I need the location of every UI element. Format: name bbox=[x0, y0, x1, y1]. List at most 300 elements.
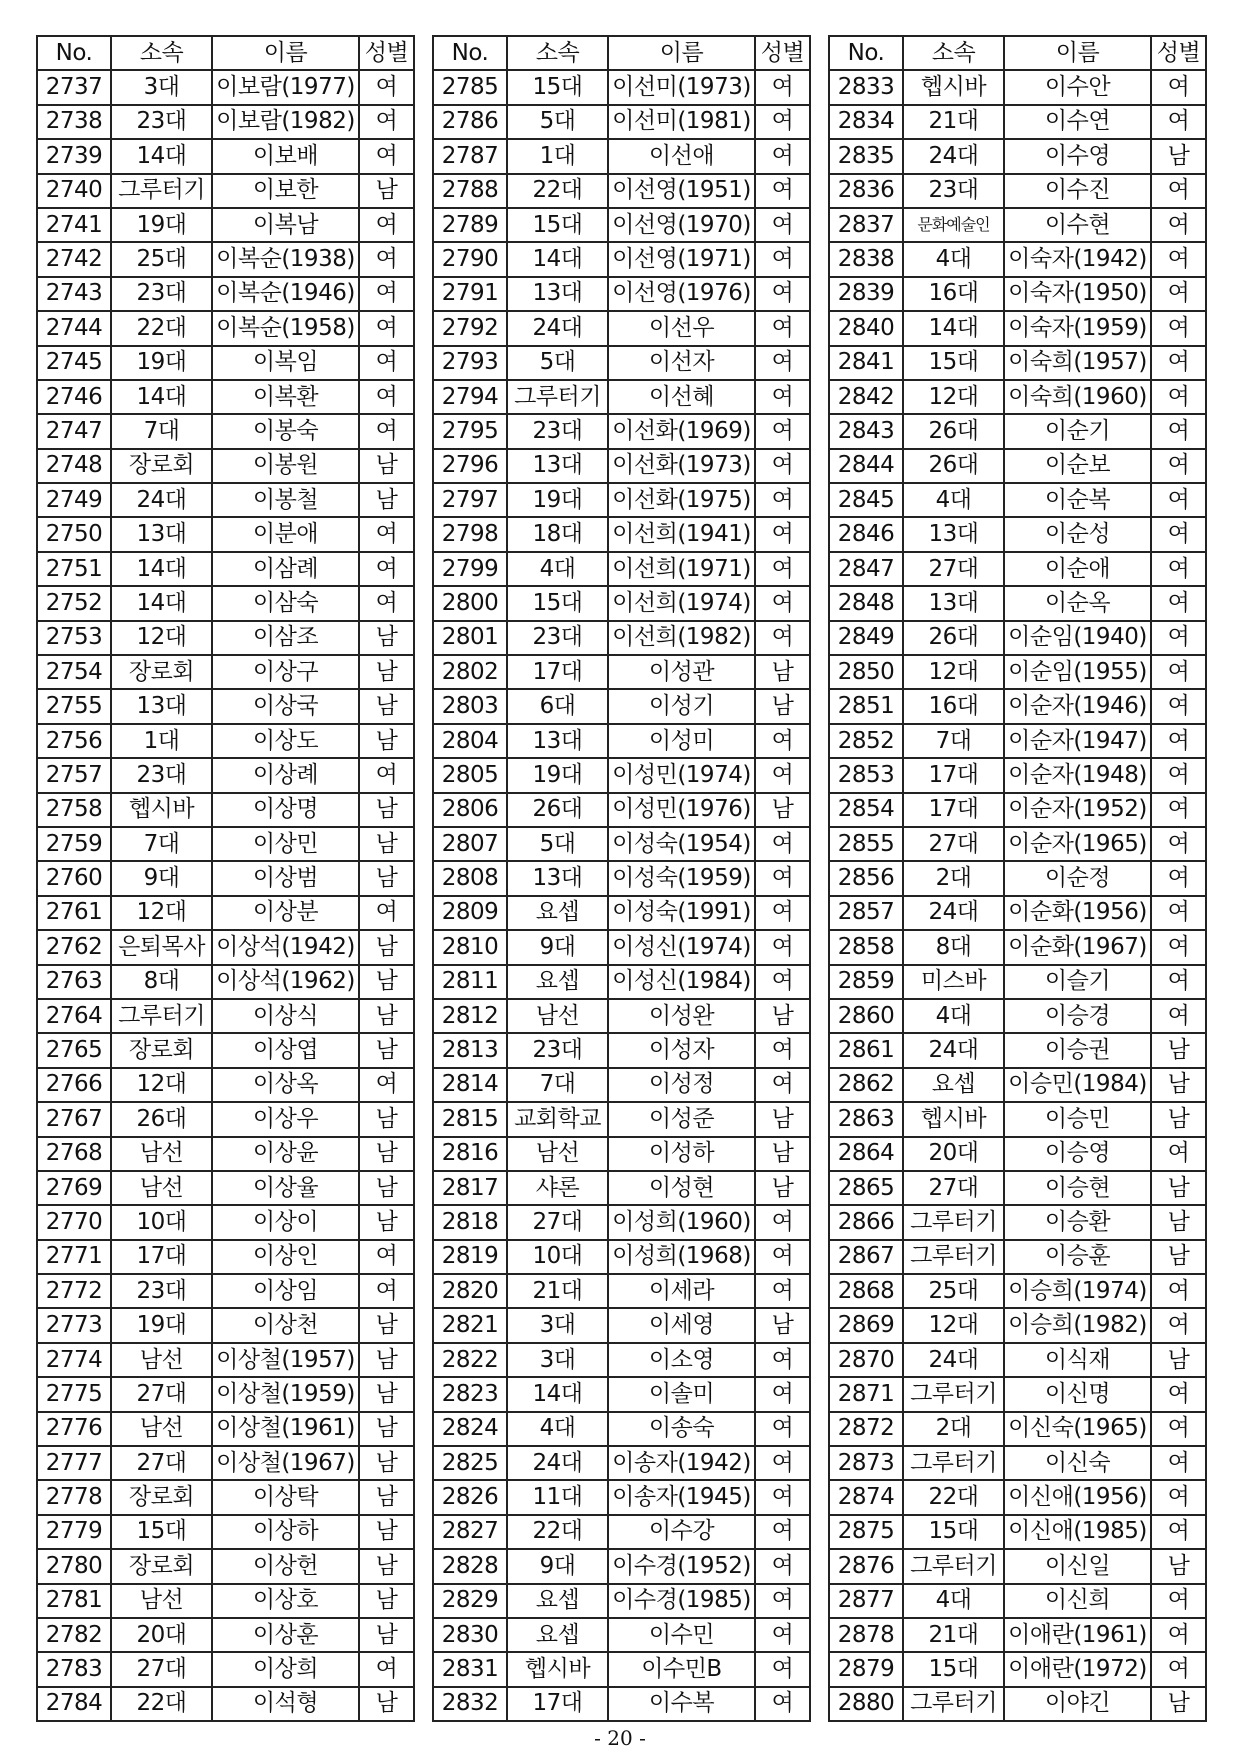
cell-affiliation: 요셉 bbox=[903, 1068, 1004, 1102]
cell-name: 이보한 bbox=[212, 174, 359, 208]
cell-no: 2826 bbox=[433, 1480, 507, 1514]
cell-affiliation: 27대 bbox=[903, 827, 1004, 861]
cell-gender: 여 bbox=[755, 208, 810, 242]
cell-gender: 여 bbox=[1151, 655, 1206, 689]
cell-name: 이복순(1938) bbox=[212, 242, 359, 276]
cell-affiliation: 그루터기 bbox=[903, 1377, 1004, 1411]
cell-name: 이순정 bbox=[1004, 861, 1151, 895]
cell-affiliation: 그루터기 bbox=[903, 1240, 1004, 1274]
cell-no: 2738 bbox=[37, 105, 111, 139]
table-row bbox=[829, 689, 1206, 723]
cell-gender: 여 bbox=[755, 965, 810, 999]
cell-gender: 여 bbox=[359, 517, 414, 551]
cell-no: 2781 bbox=[37, 1584, 111, 1618]
cell-no: 2784 bbox=[37, 1687, 111, 1721]
cell-name: 이숙희(1960) bbox=[1004, 380, 1151, 414]
table-row bbox=[433, 586, 810, 620]
cell-name: 이선혜 bbox=[608, 380, 755, 414]
cell-gender: 남 bbox=[359, 1584, 414, 1618]
cell-gender: 여 bbox=[1151, 1652, 1206, 1686]
cell-gender: 남 bbox=[359, 1412, 414, 1446]
cell-no: 2798 bbox=[433, 517, 507, 551]
cell-no: 2741 bbox=[37, 208, 111, 242]
cell-affiliation: 27대 bbox=[903, 1171, 1004, 1205]
header-name: 이름 bbox=[608, 36, 755, 70]
table-row bbox=[829, 70, 1206, 104]
cell-name: 이승환 bbox=[1004, 1205, 1151, 1239]
cell-gender: 남 bbox=[1151, 1687, 1206, 1721]
cell-no: 2782 bbox=[37, 1618, 111, 1652]
cell-no: 2854 bbox=[829, 793, 903, 827]
cell-name: 이상하 bbox=[212, 1515, 359, 1549]
header-affiliation: 소속 bbox=[111, 36, 212, 70]
cell-affiliation: 24대 bbox=[507, 1446, 608, 1480]
cell-no: 2791 bbox=[433, 277, 507, 311]
table-row bbox=[37, 724, 414, 758]
cell-no: 2807 bbox=[433, 827, 507, 861]
page-number: - 20 - bbox=[594, 1726, 646, 1750]
table-row bbox=[37, 1687, 414, 1721]
table-row bbox=[433, 1068, 810, 1102]
cell-no: 2830 bbox=[433, 1618, 507, 1652]
cell-no: 2765 bbox=[37, 1033, 111, 1067]
cell-gender: 여 bbox=[1151, 1137, 1206, 1171]
cell-gender: 여 bbox=[755, 1343, 810, 1377]
cell-no: 2790 bbox=[433, 242, 507, 276]
cell-name: 이승권 bbox=[1004, 1033, 1151, 1067]
table-row bbox=[433, 689, 810, 723]
cell-gender: 남 bbox=[755, 999, 810, 1033]
table-row bbox=[37, 1274, 414, 1308]
cell-no: 2874 bbox=[829, 1480, 903, 1514]
cell-name: 이선화(1973) bbox=[608, 449, 755, 483]
cell-name: 이상철(1967) bbox=[212, 1446, 359, 1480]
cell-no: 2785 bbox=[433, 70, 507, 104]
cell-affiliation: 27대 bbox=[111, 1446, 212, 1480]
table-row bbox=[433, 311, 810, 345]
cell-no: 2768 bbox=[37, 1137, 111, 1171]
cell-name: 이성정 bbox=[608, 1068, 755, 1102]
cell-gender: 남 bbox=[359, 1308, 414, 1342]
cell-no: 2822 bbox=[433, 1343, 507, 1377]
header-no: No. bbox=[37, 36, 111, 70]
cell-gender: 여 bbox=[359, 758, 414, 792]
table-row bbox=[37, 930, 414, 964]
cell-name: 이성기 bbox=[608, 689, 755, 723]
cell-affiliation: 13대 bbox=[111, 689, 212, 723]
cell-gender: 남 bbox=[359, 174, 414, 208]
cell-no: 2857 bbox=[829, 896, 903, 930]
table-row bbox=[433, 1033, 810, 1067]
cell-name: 이승민(1984) bbox=[1004, 1068, 1151, 1102]
cell-gender: 여 bbox=[755, 139, 810, 173]
cell-no: 2818 bbox=[433, 1205, 507, 1239]
cell-gender: 남 bbox=[755, 1102, 810, 1136]
cell-name: 이상구 bbox=[212, 655, 359, 689]
cell-affiliation: 요셉 bbox=[507, 1584, 608, 1618]
table-row bbox=[829, 1102, 1206, 1136]
cell-no: 2742 bbox=[37, 242, 111, 276]
table-row bbox=[829, 1068, 1206, 1102]
cell-affiliation: 6대 bbox=[507, 689, 608, 723]
cell-affiliation: 23대 bbox=[507, 1033, 608, 1067]
cell-affiliation: 1대 bbox=[507, 139, 608, 173]
cell-name: 이승영 bbox=[1004, 1137, 1151, 1171]
cell-affiliation: 4대 bbox=[903, 483, 1004, 517]
table-row bbox=[37, 1343, 414, 1377]
cell-gender: 남 bbox=[359, 1102, 414, 1136]
cell-affiliation: 8대 bbox=[903, 930, 1004, 964]
cell-affiliation: 그루터기 bbox=[111, 999, 212, 1033]
cell-affiliation: 12대 bbox=[111, 621, 212, 655]
cell-name: 이복환 bbox=[212, 380, 359, 414]
cell-no: 2796 bbox=[433, 449, 507, 483]
table-row bbox=[37, 1652, 414, 1686]
cell-no: 2746 bbox=[37, 380, 111, 414]
cell-gender: 남 bbox=[359, 930, 414, 964]
table-row bbox=[829, 586, 1206, 620]
cell-no: 2859 bbox=[829, 965, 903, 999]
table-row bbox=[829, 105, 1206, 139]
cell-name: 이승훈 bbox=[1004, 1240, 1151, 1274]
cell-no: 2792 bbox=[433, 311, 507, 345]
table-row bbox=[829, 1377, 1206, 1411]
cell-affiliation: 22대 bbox=[507, 1515, 608, 1549]
cell-name: 이선영(1976) bbox=[608, 277, 755, 311]
cell-affiliation: 5대 bbox=[507, 346, 608, 380]
cell-gender: 여 bbox=[1151, 174, 1206, 208]
cell-no: 2766 bbox=[37, 1068, 111, 1102]
cell-name: 이선희(1974) bbox=[608, 586, 755, 620]
cell-name: 이순자(1946) bbox=[1004, 689, 1151, 723]
cell-no: 2862 bbox=[829, 1068, 903, 1102]
cell-no: 2756 bbox=[37, 724, 111, 758]
cell-gender: 남 bbox=[755, 1171, 810, 1205]
cell-no: 2757 bbox=[37, 758, 111, 792]
table-row bbox=[37, 139, 414, 173]
cell-name: 이상인 bbox=[212, 1240, 359, 1274]
cell-no: 2795 bbox=[433, 414, 507, 448]
cell-gender: 남 bbox=[359, 1687, 414, 1721]
table-row bbox=[433, 449, 810, 483]
cell-affiliation: 17대 bbox=[507, 1687, 608, 1721]
cell-affiliation: 16대 bbox=[903, 689, 1004, 723]
cell-no: 2838 bbox=[829, 242, 903, 276]
table-row bbox=[37, 242, 414, 276]
cell-name: 이승희(1974) bbox=[1004, 1274, 1151, 1308]
cell-gender: 남 bbox=[1151, 139, 1206, 173]
cell-gender: 남 bbox=[359, 1137, 414, 1171]
cell-name: 이상윤 bbox=[212, 1137, 359, 1171]
table-row bbox=[829, 1687, 1206, 1721]
table-row bbox=[433, 1549, 810, 1583]
cell-gender: 남 bbox=[359, 1033, 414, 1067]
cell-name: 이복임 bbox=[212, 346, 359, 380]
cell-name: 이상탁 bbox=[212, 1480, 359, 1514]
cell-name: 이순임(1940) bbox=[1004, 621, 1151, 655]
cell-no: 2852 bbox=[829, 724, 903, 758]
cell-gender: 남 bbox=[755, 793, 810, 827]
cell-gender: 여 bbox=[1151, 449, 1206, 483]
cell-affiliation: 10대 bbox=[507, 1240, 608, 1274]
cell-name: 이보람(1982) bbox=[212, 105, 359, 139]
cell-name: 이순옥 bbox=[1004, 586, 1151, 620]
cell-gender: 여 bbox=[1151, 1446, 1206, 1480]
table-row bbox=[433, 346, 810, 380]
cell-gender: 남 bbox=[755, 1137, 810, 1171]
table-row bbox=[433, 1412, 810, 1446]
cell-no: 2805 bbox=[433, 758, 507, 792]
cell-no: 2849 bbox=[829, 621, 903, 655]
cell-gender: 여 bbox=[1151, 1618, 1206, 1652]
cell-name: 이상도 bbox=[212, 724, 359, 758]
cell-no: 2828 bbox=[433, 1549, 507, 1583]
table-row bbox=[433, 861, 810, 895]
cell-name: 이수현 bbox=[1004, 208, 1151, 242]
cell-affiliation: 남선 bbox=[111, 1584, 212, 1618]
cell-no: 2788 bbox=[433, 174, 507, 208]
cell-no: 2853 bbox=[829, 758, 903, 792]
cell-gender: 여 bbox=[359, 1240, 414, 1274]
cell-affiliation: 5대 bbox=[507, 827, 608, 861]
cell-no: 2787 bbox=[433, 139, 507, 173]
table-row bbox=[829, 655, 1206, 689]
cell-gender: 남 bbox=[359, 1515, 414, 1549]
cell-affiliation: 24대 bbox=[903, 1343, 1004, 1377]
cell-no: 2786 bbox=[433, 105, 507, 139]
cell-name: 이수민 bbox=[608, 1618, 755, 1652]
cell-name: 이순임(1955) bbox=[1004, 655, 1151, 689]
cell-affiliation: 17대 bbox=[507, 655, 608, 689]
cell-affiliation: 22대 bbox=[111, 1687, 212, 1721]
cell-gender: 남 bbox=[359, 965, 414, 999]
table-row bbox=[433, 1480, 810, 1514]
cell-no: 2761 bbox=[37, 896, 111, 930]
cell-no: 2758 bbox=[37, 793, 111, 827]
cell-no: 2876 bbox=[829, 1549, 903, 1583]
table-row bbox=[433, 930, 810, 964]
cell-name: 이선희(1982) bbox=[608, 621, 755, 655]
cell-affiliation: 7대 bbox=[507, 1068, 608, 1102]
cell-name: 이승민 bbox=[1004, 1102, 1151, 1136]
table-header-row bbox=[37, 36, 414, 70]
table-row bbox=[37, 1102, 414, 1136]
cell-name: 이선영(1971) bbox=[608, 242, 755, 276]
cell-affiliation: 4대 bbox=[903, 242, 1004, 276]
cell-gender: 여 bbox=[359, 552, 414, 586]
cell-affiliation: 24대 bbox=[903, 1033, 1004, 1067]
cell-affiliation: 9대 bbox=[507, 1549, 608, 1583]
cell-no: 2759 bbox=[37, 827, 111, 861]
cell-gender: 남 bbox=[359, 1171, 414, 1205]
cell-gender: 여 bbox=[1151, 793, 1206, 827]
cell-gender: 여 bbox=[755, 1515, 810, 1549]
cell-gender: 여 bbox=[755, 517, 810, 551]
cell-gender: 여 bbox=[755, 1549, 810, 1583]
cell-affiliation: 12대 bbox=[111, 1068, 212, 1102]
cell-affiliation: 20대 bbox=[111, 1618, 212, 1652]
cell-gender: 여 bbox=[359, 242, 414, 276]
cell-no: 2835 bbox=[829, 139, 903, 173]
cell-name: 이세라 bbox=[608, 1274, 755, 1308]
cell-gender: 여 bbox=[755, 1274, 810, 1308]
header-affiliation: 소속 bbox=[903, 36, 1004, 70]
cell-name: 이성희(1968) bbox=[608, 1240, 755, 1274]
cell-affiliation: 22대 bbox=[903, 1480, 1004, 1514]
cell-affiliation: 26대 bbox=[903, 449, 1004, 483]
cell-no: 2866 bbox=[829, 1205, 903, 1239]
cell-gender: 여 bbox=[755, 1687, 810, 1721]
cell-gender: 남 bbox=[755, 689, 810, 723]
cell-affiliation: 24대 bbox=[111, 483, 212, 517]
cell-gender: 여 bbox=[1151, 242, 1206, 276]
cell-no: 2840 bbox=[829, 311, 903, 345]
cell-name: 이선화(1975) bbox=[608, 483, 755, 517]
table-row bbox=[37, 1205, 414, 1239]
cell-gender: 여 bbox=[1151, 827, 1206, 861]
cell-no: 2740 bbox=[37, 174, 111, 208]
cell-no: 2769 bbox=[37, 1171, 111, 1205]
cell-name: 이선우 bbox=[608, 311, 755, 345]
cell-gender: 여 bbox=[359, 414, 414, 448]
table-row bbox=[37, 1033, 414, 1067]
cell-affiliation: 27대 bbox=[111, 1377, 212, 1411]
cell-no: 2804 bbox=[433, 724, 507, 758]
cell-name: 이선희(1941) bbox=[608, 517, 755, 551]
cell-affiliation: 15대 bbox=[507, 586, 608, 620]
table-row bbox=[829, 1205, 1206, 1239]
cell-affiliation: 장로회 bbox=[111, 1033, 212, 1067]
cell-affiliation: 15대 bbox=[507, 70, 608, 104]
cell-no: 2813 bbox=[433, 1033, 507, 1067]
cell-affiliation: 26대 bbox=[903, 414, 1004, 448]
cell-name: 이신희 bbox=[1004, 1584, 1151, 1618]
cell-affiliation: 미스바 bbox=[903, 965, 1004, 999]
cell-gender: 여 bbox=[1151, 346, 1206, 380]
cell-gender: 여 bbox=[359, 105, 414, 139]
cell-affiliation: 9대 bbox=[111, 861, 212, 895]
cell-name: 이순화(1956) bbox=[1004, 896, 1151, 930]
cell-gender: 남 bbox=[359, 449, 414, 483]
cell-name: 이순자(1947) bbox=[1004, 724, 1151, 758]
table-row bbox=[37, 1171, 414, 1205]
cell-name: 이상명 bbox=[212, 793, 359, 827]
cell-gender: 여 bbox=[1151, 414, 1206, 448]
table-row bbox=[433, 105, 810, 139]
cell-no: 2844 bbox=[829, 449, 903, 483]
table-row bbox=[433, 1171, 810, 1205]
cell-name: 이상범 bbox=[212, 861, 359, 895]
table-row bbox=[37, 1240, 414, 1274]
cell-name: 이상례 bbox=[212, 758, 359, 792]
table-row bbox=[433, 758, 810, 792]
cell-no: 2819 bbox=[433, 1240, 507, 1274]
table-row bbox=[433, 380, 810, 414]
table-row bbox=[829, 1240, 1206, 1274]
table-row bbox=[433, 70, 810, 104]
cell-name: 이상엽 bbox=[212, 1033, 359, 1067]
cell-name: 이선미(1973) bbox=[608, 70, 755, 104]
cell-name: 이선애 bbox=[608, 139, 755, 173]
cell-no: 2847 bbox=[829, 552, 903, 586]
cell-no: 2809 bbox=[433, 896, 507, 930]
cell-no: 2750 bbox=[37, 517, 111, 551]
table-row bbox=[829, 861, 1206, 895]
member-table-3 bbox=[828, 35, 1207, 1722]
cell-affiliation: 23대 bbox=[903, 174, 1004, 208]
cell-gender: 여 bbox=[1151, 621, 1206, 655]
cell-affiliation: 27대 bbox=[507, 1205, 608, 1239]
cell-gender: 여 bbox=[1151, 1480, 1206, 1514]
cell-no: 2764 bbox=[37, 999, 111, 1033]
cell-name: 이소영 bbox=[608, 1343, 755, 1377]
cell-gender: 남 bbox=[359, 827, 414, 861]
table-row bbox=[37, 1137, 414, 1171]
cell-gender: 남 bbox=[755, 1308, 810, 1342]
table-row bbox=[433, 1584, 810, 1618]
cell-affiliation: 은퇴목사 bbox=[111, 930, 212, 964]
cell-name: 이순복 bbox=[1004, 483, 1151, 517]
cell-affiliation: 그루터기 bbox=[903, 1446, 1004, 1480]
cell-name: 이석형 bbox=[212, 1687, 359, 1721]
cell-gender: 여 bbox=[755, 724, 810, 758]
cell-gender: 남 bbox=[359, 1343, 414, 1377]
cell-gender: 여 bbox=[755, 552, 810, 586]
cell-gender: 여 bbox=[1151, 1412, 1206, 1446]
table-row bbox=[829, 380, 1206, 414]
cell-no: 2739 bbox=[37, 139, 111, 173]
cell-affiliation: 그루터기 bbox=[903, 1687, 1004, 1721]
cell-affiliation: 12대 bbox=[903, 1308, 1004, 1342]
table-row bbox=[433, 1446, 810, 1480]
cell-no: 2856 bbox=[829, 861, 903, 895]
table-row bbox=[829, 758, 1206, 792]
cell-affiliation: 24대 bbox=[507, 311, 608, 345]
cell-no: 2755 bbox=[37, 689, 111, 723]
table-row bbox=[37, 449, 414, 483]
cell-gender: 여 bbox=[1151, 105, 1206, 139]
cell-gender: 남 bbox=[359, 483, 414, 517]
cell-no: 2799 bbox=[433, 552, 507, 586]
table-row bbox=[829, 1171, 1206, 1205]
table-row bbox=[829, 277, 1206, 311]
cell-affiliation: 14대 bbox=[507, 242, 608, 276]
cell-no: 2806 bbox=[433, 793, 507, 827]
cell-affiliation: 12대 bbox=[903, 380, 1004, 414]
cell-no: 2773 bbox=[37, 1308, 111, 1342]
cell-gender: 여 bbox=[359, 311, 414, 345]
cell-gender: 여 bbox=[755, 414, 810, 448]
cell-affiliation: 장로회 bbox=[111, 449, 212, 483]
table-row bbox=[433, 1515, 810, 1549]
cell-name: 이성숙(1959) bbox=[608, 861, 755, 895]
table-row bbox=[433, 517, 810, 551]
cell-name: 이세영 bbox=[608, 1308, 755, 1342]
cell-affiliation: 12대 bbox=[111, 896, 212, 930]
cell-name: 이선자 bbox=[608, 346, 755, 380]
table-row bbox=[37, 1446, 414, 1480]
table-row bbox=[433, 242, 810, 276]
cell-name: 이송숙 bbox=[608, 1412, 755, 1446]
cell-no: 2829 bbox=[433, 1584, 507, 1618]
table-row bbox=[829, 139, 1206, 173]
cell-name: 이수연 bbox=[1004, 105, 1151, 139]
table-row bbox=[829, 1618, 1206, 1652]
cell-gender: 여 bbox=[1151, 1377, 1206, 1411]
cell-affiliation: 남선 bbox=[111, 1343, 212, 1377]
cell-affiliation: 19대 bbox=[111, 346, 212, 380]
cell-no: 2817 bbox=[433, 1171, 507, 1205]
